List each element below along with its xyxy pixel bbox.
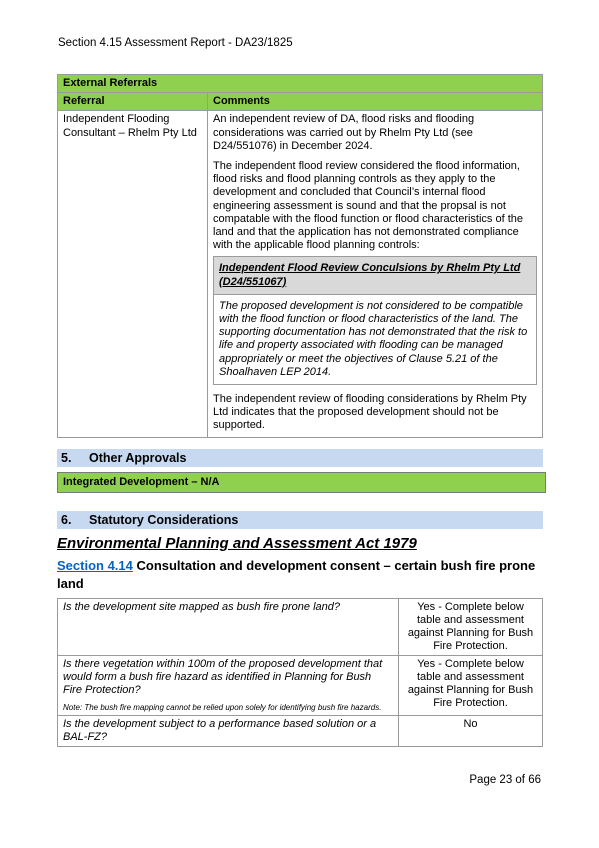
document-header: Section 4.15 Assessment Report - DA23/1825 [58, 37, 293, 49]
section-title: Statutory Considerations [89, 513, 239, 527]
subsection-heading [57, 557, 547, 593]
note-text: Note: The bush fire mapping cannot be relied upon solely for identifying bush fire hazards. [63, 703, 382, 712]
question-cell: Is the development subject to a performance based solution or a BAL-FZ? [58, 716, 399, 747]
subsection-text: Consultation and development consent – certain bush fire prone land [57, 558, 536, 591]
section-heading-6 [57, 511, 543, 529]
section-heading-5 [57, 449, 543, 467]
external-referrals-table [57, 74, 543, 438]
integrated-development-bar: Integrated Development – N/A [57, 472, 546, 493]
section-link[interactable]: Section 4.14 [57, 558, 133, 573]
column-header-comments: Comments [208, 93, 543, 111]
referral-cell: Independent Flooding Consultant – Rhelm Pty Ltd [58, 111, 208, 437]
act-heading: Environmental Planning and Assessment Act 1979 [57, 535, 417, 552]
table-row [58, 111, 543, 437]
comment-paragraph: The independent review of flooding considerations by Rhelm Pty Ltd indicates that the proposed development should not be supported. [213, 393, 527, 432]
table-row [58, 656, 543, 716]
bushfire-table [57, 598, 543, 747]
flood-review-box [213, 256, 537, 385]
comments-cell [208, 111, 543, 437]
page-number: Page 23 of 66 [469, 774, 541, 786]
section-number: 5. [61, 451, 72, 465]
column-header-referral: Referral [58, 93, 208, 111]
question-cell: Is there vegetation within 100m of the proposed development that would form a bush fire hazard as identified in Planning for Bush Fire Protection? Note: The bush fire mapping cannot be relied upon solely for identifying bush fire hazards. [58, 656, 399, 716]
section-number: 6. [61, 513, 72, 527]
answer-cell: No [399, 716, 543, 747]
flood-review-title: Independent Flood Review Conculsions by Rhelm Pty Ltd (D24/551067) [214, 257, 537, 294]
answer-cell: Yes - Complete below table and assessment against Planning for Bush Fire Protection. [399, 599, 543, 656]
section-title: Other Approvals [89, 451, 187, 465]
answer-cell: Yes - Complete below table and assessment against Planning for Bush Fire Protection. [399, 656, 543, 716]
table-row [58, 716, 543, 747]
table-title: External Referrals [58, 75, 543, 93]
comment-paragraph: An independent review of DA, flood risks and flooding considerations was carried out by Rhelm Pty Ltd (see D24/551076) in December 2024. [213, 113, 475, 152]
comment-paragraph: The independent flood review considered the flood information, flood risks and flood planning controls as they apply to the development and concluded that Council’s internal flood engineering assessment is sound and that the propsal is not compatable with the flood function or flood characteristics of the land and that the application has not demonstrated compliance with the applicable flood planning controls: [213, 160, 524, 252]
table-row [58, 599, 543, 656]
flood-review-text: The proposed development is not considered to be compatible with the flood function or flood characteristics of the land. The supporting documentation has not demonstrated that the risk to life and property associated with flooding can be managed appropriately or meet the objectives of Clause 5.21 of the Shoalhaven LEP 2014. [214, 294, 537, 384]
question-cell: Is the development site mapped as bush fire prone land? [58, 599, 399, 656]
